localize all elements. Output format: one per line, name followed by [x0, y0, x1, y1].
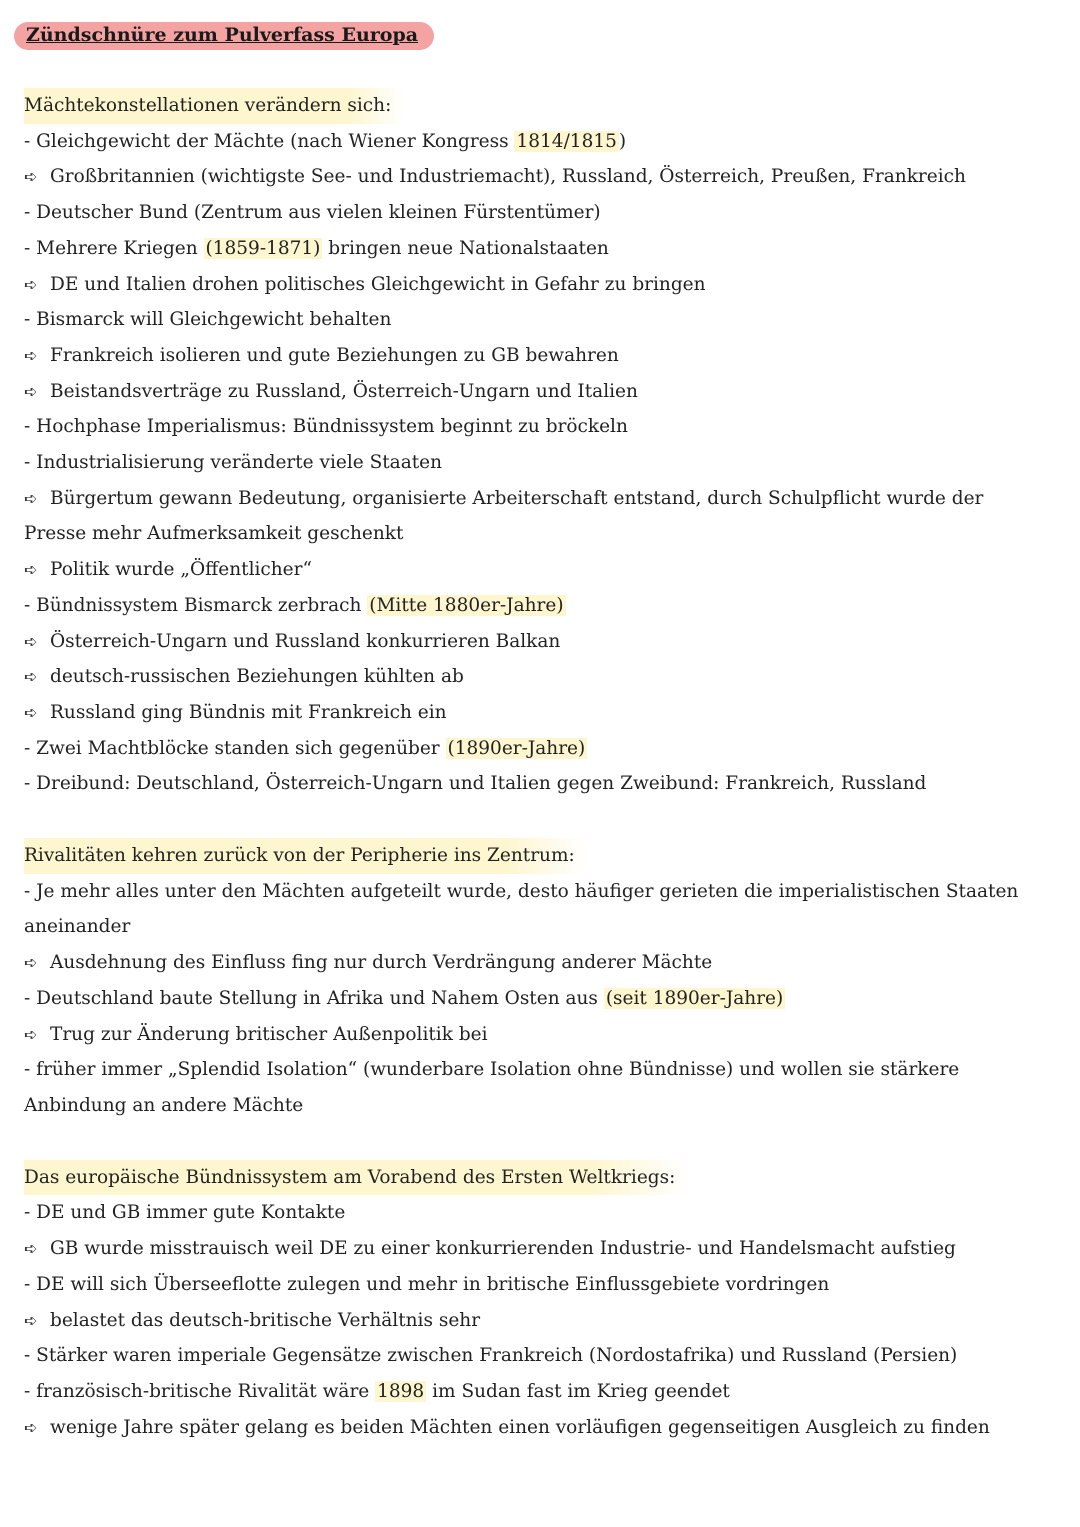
arrow-right-icon: ➪: [24, 1310, 38, 1330]
arrow-right-icon: ➪: [24, 1239, 38, 1259]
line-text: belastet das deutsch-britische Verhältnis sehr: [50, 1309, 481, 1331]
dash-marker: -: [24, 202, 37, 224]
section-heading: Das europäische Bündnissystem am Vorabend des Ersten Weltkriegs:: [24, 1160, 689, 1196]
dash-bullet-line: [24, 445, 1056, 481]
arrow-right-icon: ➪: [24, 345, 38, 365]
title-highlight: [14, 22, 434, 50]
line-text: GB wurde misstrauisch weil DE zu einer konkurrierenden Industrie- und Handelsmacht aufstieg: [50, 1238, 956, 1260]
arrow-bullet-line: [24, 1017, 1056, 1053]
dash-bullet-line: [24, 874, 1034, 945]
line-text: wenige Jahre später gelang es beiden Mächten einen vorläufigen gegenseitigen Ausgleich zu finden: [50, 1416, 990, 1438]
arrow-bullet-line: [24, 552, 1056, 588]
arrow-right-icon: ➪: [24, 488, 38, 508]
dash-marker: -: [24, 1380, 37, 1402]
highlighted-date: (1859-1871): [205, 237, 321, 259]
arrow-bullet-line: [24, 945, 1056, 981]
line-text: DE und GB immer gute Kontakte: [36, 1202, 346, 1224]
page-title: Zündschnüre zum Pulverfass Europa: [26, 24, 419, 46]
highlighted-date: (1890er-Jahre): [447, 737, 586, 759]
arrow-bullet-line: [24, 624, 1056, 660]
arrow-right-icon: ➪: [24, 667, 38, 687]
line-text: Beistandsverträge zu Russland, Österreich-Ungarn und Italien: [50, 380, 638, 402]
arrow-bullet-line: [24, 374, 1056, 410]
dash-bullet-line: [24, 981, 1056, 1017]
line-text: Hochphase Imperialismus: Bündnissystem beginnt zu bröckeln: [36, 416, 628, 438]
dash-bullet-line: [24, 1338, 1056, 1374]
dash-marker: -: [24, 309, 37, 331]
line-text: Ausdehnung des Einfluss fing nur durch Verdrängung anderer Mächte: [50, 952, 713, 974]
line-text: Bismarck will Gleichgewicht behalten: [36, 309, 392, 331]
dash-marker: -: [24, 130, 37, 152]
section-heading: Rivalitäten kehren zurück von der Peripherie ins Zentrum:: [24, 838, 589, 874]
dash-marker: -: [24, 416, 37, 438]
line-text: früher immer „Splendid Isolation“ (wunderbare Isolation ohne Bündnisse) und wollen sie stärkere Anbindung an andere Mächte: [24, 1059, 960, 1116]
arrow-bullet-line: [24, 481, 1034, 552]
dash-marker: -: [24, 773, 37, 795]
arrow-bullet-line: [24, 267, 1056, 303]
arrow-bullet-line: [24, 695, 1056, 731]
line-text: Frankreich isolieren und gute Beziehungen zu GB bewahren: [50, 344, 619, 366]
section: [24, 1160, 1056, 1446]
dash-marker: -: [24, 1273, 37, 1295]
dash-marker: -: [24, 1345, 37, 1367]
line-text: Mehrere Kriegen: [36, 237, 204, 259]
highlighted-date: 1814/1815: [516, 130, 617, 152]
dash-marker: -: [24, 452, 37, 474]
highlighted-date: 1898: [377, 1380, 425, 1402]
dash-bullet-line: [24, 766, 1056, 802]
arrow-right-icon: ➪: [24, 274, 38, 294]
dash-marker: -: [24, 737, 37, 759]
dash-bullet-line: [24, 1195, 1056, 1231]
arrow-bullet-line: [24, 1303, 1056, 1339]
line-text: Je mehr alles unter den Mächten aufgeteilt wurde, desto häufiger gerieten die imperialistischen Staaten aneinander: [24, 880, 1019, 938]
line-text-tail: ): [618, 130, 627, 152]
line-text: französisch-britische Rivalität wäre: [36, 1380, 376, 1402]
dash-marker: -: [24, 987, 37, 1009]
dash-bullet-line: [24, 409, 1056, 445]
dash-bullet-line: [24, 1374, 1056, 1410]
dash-marker: -: [24, 237, 37, 259]
dash-bullet-line: [24, 588, 1056, 624]
highlighted-date: (Mitte 1880er-Jahre): [369, 594, 564, 616]
arrow-bullet-line: [24, 159, 1056, 195]
arrow-bullet-line: [24, 1410, 1056, 1446]
dash-bullet-line: [24, 1267, 1056, 1303]
section: [24, 88, 1056, 802]
arrow-right-icon: ➪: [24, 631, 38, 651]
arrow-right-icon: ➪: [24, 702, 38, 722]
dash-bullet-line: [24, 124, 1056, 160]
line-text: Großbritannien (wichtigste See- und Industriemacht), Russland, Österreich, Preußen, Frankreich: [50, 166, 966, 188]
arrow-bullet-line: [24, 659, 1056, 695]
line-text: Zwei Machtblöcke standen sich gegenüber: [36, 737, 446, 759]
dash-marker: -: [24, 1202, 37, 1224]
line-text: Politik wurde „Öffentlicher“: [50, 559, 312, 581]
arrow-right-icon: ➪: [24, 167, 38, 187]
line-text-tail: bringen neue Nationalstaaten: [322, 237, 609, 259]
line-text: DE und Italien drohen politisches Gleichgewicht in Gefahr zu bringen: [50, 273, 706, 295]
line-text-tail: im Sudan fast im Krieg geendet: [426, 1380, 730, 1402]
arrow-right-icon: ➪: [24, 1417, 38, 1437]
arrow-right-icon: ➪: [24, 1024, 38, 1044]
line-text: Trug zur Änderung britischer Außenpolitik bei: [50, 1023, 488, 1045]
line-text: Russland ging Bündnis mit Frankreich ein: [50, 701, 447, 723]
dash-bullet-line: [24, 195, 1056, 231]
dash-bullet-line: [24, 731, 1056, 767]
arrow-right-icon: ➪: [24, 381, 38, 401]
notes-body: [24, 88, 1056, 1445]
dash-marker: -: [24, 880, 37, 902]
dash-bullet-line: [24, 302, 1056, 338]
line-text: Deutscher Bund (Zentrum aus vielen kleinen Fürstentümer): [36, 202, 601, 224]
dash-bullet-line: [24, 231, 1056, 267]
section: [24, 838, 1056, 1124]
dash-marker: -: [24, 1059, 37, 1081]
line-text: DE will sich Überseeflotte zulegen und mehr in britische Einflussgebiete vordringen: [36, 1273, 830, 1295]
line-text: Gleichgewicht der Mächte (nach Wiener Kongress: [36, 130, 515, 152]
line-text: Österreich-Ungarn und Russland konkurrieren Balkan: [50, 630, 561, 652]
line-text: Industrialisierung veränderte viele Staaten: [36, 452, 443, 474]
line-text: Stärker waren imperiale Gegensätze zwischen Frankreich (Nordostafrika) und Russland (Persien): [36, 1345, 958, 1367]
dash-bullet-line: [24, 1052, 1034, 1123]
line-text: Dreibund: Deutschland, Österreich-Ungarn und Italien gegen Zweibund: Frankreich, Russland: [36, 773, 927, 795]
line-text: Deutschland baute Stellung in Afrika und Nahem Osten aus: [36, 987, 604, 1009]
highlighted-date: (seit 1890er-Jahre): [605, 987, 784, 1009]
dash-marker: -: [24, 594, 37, 616]
line-text: deutsch-russischen Beziehungen kühlten ab: [50, 666, 464, 688]
arrow-bullet-line: [24, 338, 1056, 374]
arrow-right-icon: ➪: [24, 953, 38, 973]
arrow-right-icon: ➪: [24, 560, 38, 580]
section-heading: Mächtekonstellationen verändern sich:: [24, 88, 405, 124]
arrow-bullet-line: [24, 1231, 1056, 1267]
line-text: Bürgertum gewann Bedeutung, organisierte Arbeiterschaft entstand, durch Schulpflicht wurde der Presse mehr Aufmerksamkeit geschenkt: [24, 487, 984, 545]
line-text: Bündnissystem Bismarck zerbrach: [36, 594, 368, 616]
